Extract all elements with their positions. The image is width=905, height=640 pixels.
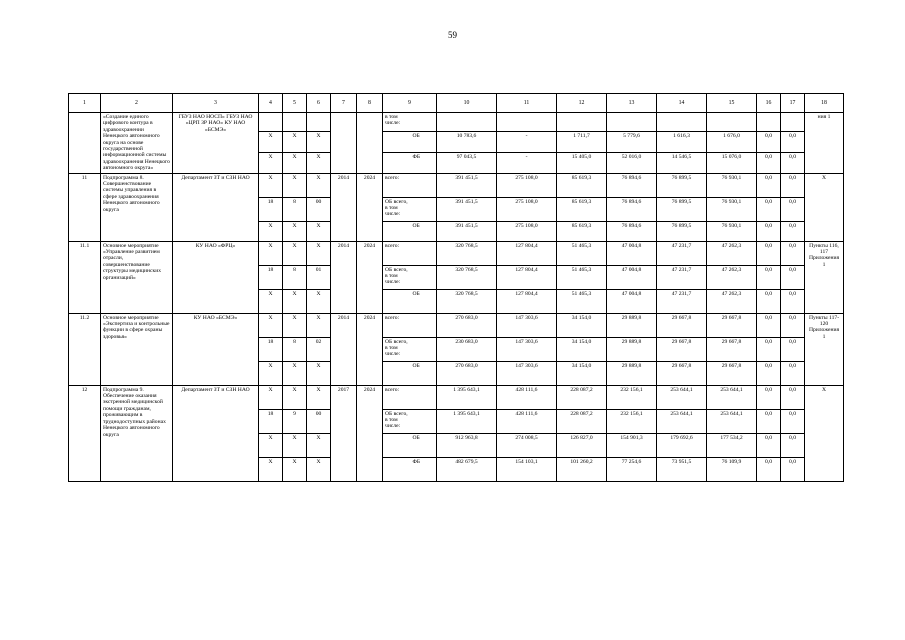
note: Х	[805, 173, 844, 241]
table-row	[69, 241, 844, 265]
amount-c17: 0,0	[781, 197, 805, 221]
amount-c13: 232 156,1	[607, 409, 657, 433]
code-om: Х	[307, 361, 331, 385]
amount-c11: 127 804,4	[497, 289, 557, 313]
amount-c15: 47 262,3	[707, 289, 757, 313]
amount-c10: 1 395 643,1	[437, 409, 497, 433]
year-start: 2017	[331, 385, 357, 481]
amount-c17: 0,0	[781, 173, 805, 197]
code-om: 00	[307, 409, 331, 433]
amount-c15: 76 930,1	[707, 197, 757, 221]
amount-c16: 0,0	[757, 173, 781, 197]
amount-c16: 0,0	[757, 385, 781, 409]
amount-c14	[657, 113, 707, 132]
amount-c15: 76 930,1	[707, 173, 757, 197]
amount-c16: 0,0	[757, 433, 781, 457]
code-om: Х	[307, 152, 331, 173]
funding-label: ОБ всего, в том числе:	[383, 265, 411, 289]
amount-c12: 34 154,0	[557, 337, 607, 361]
amount-c14: 14 546,5	[657, 152, 707, 173]
table-row	[69, 313, 844, 337]
funding-label: ОБ всего, в том числе:	[383, 409, 411, 433]
code-om: Х	[307, 221, 331, 241]
year-end: 2024	[357, 313, 383, 385]
code-gp: 18	[259, 265, 283, 289]
amount-c11: 147 303,6	[497, 313, 557, 337]
amount-c15: 177 534,2	[707, 433, 757, 457]
row-number	[69, 113, 101, 174]
code-gp: Х	[259, 433, 283, 457]
amount-c10: 320 768,5	[437, 265, 497, 289]
column-header-7: 7	[331, 94, 357, 113]
funding-label	[383, 433, 411, 457]
amount-c11: 154 103,1	[497, 457, 557, 481]
column-header-5: 5	[283, 94, 307, 113]
program-name: Подпрограмма 8. Совершенствование системы управления в сфере здравоохранения Ненецкого автономного округа	[101, 173, 173, 241]
code-sub: Х	[283, 313, 307, 337]
code-gp: Х	[259, 131, 283, 152]
amount-c14: 1 616,3	[657, 131, 707, 152]
amount-c10	[437, 113, 497, 132]
amount-c16: 0,0	[757, 265, 781, 289]
code-om: Х	[307, 313, 331, 337]
amount-c17: 0,0	[781, 337, 805, 361]
amount-c13: 232 156,1	[607, 385, 657, 409]
code-sub: Х	[283, 131, 307, 152]
funding-source: ФБ	[411, 457, 437, 481]
amount-c12: 228 087,2	[557, 385, 607, 409]
code-gp: 18	[259, 337, 283, 361]
note: Пункты 116, 117 Приложения 1	[805, 241, 844, 313]
amount-c12: 15 405,0	[557, 152, 607, 173]
amount-c16: 0,0	[757, 409, 781, 433]
executor: ГБУЗ НАО НОСП» ГБУЗ НАО «ЦРП ЗР НАО» КУ НАО «БСМЭ»	[173, 113, 259, 174]
amount-c10: 1 395 643,1	[437, 385, 497, 409]
amount-c14: 29 667,8	[657, 361, 707, 385]
amount-c15: 1 676,0	[707, 131, 757, 152]
amount-c15: 47 262,3	[707, 265, 757, 289]
amount-c16: 0,0	[757, 152, 781, 173]
amount-c13: 154 901,3	[607, 433, 657, 457]
amount-c14: 253 644,1	[657, 385, 707, 409]
amount-c11: -	[497, 152, 557, 173]
funding-label	[383, 152, 411, 173]
column-header-6: 6	[307, 94, 331, 113]
amount-c11: 147 303,6	[497, 337, 557, 361]
funding-source	[411, 409, 437, 433]
amount-c17: 0,0	[781, 433, 805, 457]
code-gp: Х	[259, 289, 283, 313]
year-end: 2024	[357, 173, 383, 241]
funding-source: ОБ	[411, 221, 437, 241]
amount-c14: 47 231,7	[657, 265, 707, 289]
amount-c16: 0,0	[757, 337, 781, 361]
funding-source	[411, 241, 437, 265]
funding-source	[411, 197, 437, 221]
amount-c17: 0,0	[781, 457, 805, 481]
amount-c12: 126 827,0	[557, 433, 607, 457]
column-header-16: 16	[757, 94, 781, 113]
table-row	[69, 385, 844, 409]
amount-c17: 0,0	[781, 361, 805, 385]
amount-c17: 0,0	[781, 241, 805, 265]
amount-c10: 270 683,0	[437, 361, 497, 385]
funding-label	[383, 131, 411, 152]
amount-c11: 428 111,6	[497, 385, 557, 409]
amount-c13: 29 889,8	[607, 361, 657, 385]
amount-c16: 0,0	[757, 221, 781, 241]
amount-c13: 76 894,6	[607, 173, 657, 197]
funding-source	[411, 337, 437, 361]
amount-c13: 76 894,6	[607, 197, 657, 221]
amount-c13: 76 894,6	[607, 221, 657, 241]
column-header-10: 10	[437, 94, 497, 113]
code-om: Х	[307, 457, 331, 481]
column-header-13: 13	[607, 94, 657, 113]
column-header-8: 8	[357, 94, 383, 113]
code-gp: Х	[259, 361, 283, 385]
code-om: Х	[307, 385, 331, 409]
code-sub: 8	[283, 337, 307, 361]
code-gp: Х	[259, 385, 283, 409]
funding-source	[411, 173, 437, 197]
amount-c12: 51 465,3	[557, 289, 607, 313]
program-name: Подпрограмма 9. Обеспечение оказания экстренной медицинской помощи гражданам, проживающим в труднодоступных районах Ненецкого автономного округа	[101, 385, 173, 481]
code-gp: 18	[259, 197, 283, 221]
amount-c13	[607, 113, 657, 132]
code-gp: Х	[259, 152, 283, 173]
code-om: Х	[307, 131, 331, 152]
amount-c15: 15 076,0	[707, 152, 757, 173]
executor: КУ НАО «БСМЭ»	[173, 313, 259, 385]
amount-c10: 482 679,5	[437, 457, 497, 481]
program-name: Основное мероприятие «Экспертиза и контрольные функции в сфере охраны здоровья»	[101, 313, 173, 385]
code-gp	[259, 113, 283, 132]
row-number: 11.1	[69, 241, 101, 313]
column-header-14: 14	[657, 94, 707, 113]
amount-c14: 76 899,5	[657, 221, 707, 241]
amount-c14: 179 692,6	[657, 433, 707, 457]
amount-c15: 29 667,8	[707, 361, 757, 385]
amount-c16: 0,0	[757, 197, 781, 221]
column-header-12: 12	[557, 94, 607, 113]
amount-c10: 320 768,5	[437, 289, 497, 313]
amount-c10: 912 963,8	[437, 433, 497, 457]
column-header-3: 3	[173, 94, 259, 113]
amount-c12: 85 619,3	[557, 197, 607, 221]
amount-c12: 85 619,3	[557, 221, 607, 241]
year-start: 2014	[331, 241, 357, 313]
amount-c12: 34 154,0	[557, 313, 607, 337]
program-name: «Создание единого цифрового контура в здравоохранении Ненецкого автономного округа на основе государственной информационной системы здравоохранения Ненецкого автономного округа»	[101, 113, 173, 174]
amount-c11: 428 111,6	[497, 409, 557, 433]
amount-c10: 320 768,5	[437, 241, 497, 265]
code-om: Х	[307, 433, 331, 457]
amount-c14: 47 231,7	[657, 289, 707, 313]
funding-label: ОБ всего, в том числе:	[383, 337, 411, 361]
column-header-15: 15	[707, 94, 757, 113]
funding-label	[383, 289, 411, 313]
code-sub: 9	[283, 409, 307, 433]
amount-c13: 5 779,6	[607, 131, 657, 152]
amount-c17: 0,0	[781, 409, 805, 433]
amount-c12: 85 619,3	[557, 173, 607, 197]
code-sub: Х	[283, 361, 307, 385]
amount-c16: 0,0	[757, 289, 781, 313]
header-row	[69, 94, 844, 113]
column-header-1: 1	[69, 94, 101, 113]
amount-c16: 0,0	[757, 313, 781, 337]
amount-c10: 230 683,0	[437, 337, 497, 361]
code-sub: Х	[283, 433, 307, 457]
table-row	[69, 173, 844, 197]
amount-c11: -	[497, 131, 557, 152]
funding-source	[411, 113, 437, 132]
year-end: 2024	[357, 385, 383, 481]
amount-c11: 275 108,0	[497, 221, 557, 241]
amount-c17: 0,0	[781, 265, 805, 289]
code-sub: 8	[283, 265, 307, 289]
amount-c10: 270 683,0	[437, 313, 497, 337]
funding-label: в том числе:	[383, 113, 411, 132]
amount-c14: 29 667,8	[657, 337, 707, 361]
executor: КУ НАО «ФРЦ»	[173, 241, 259, 313]
executor: Департамент ЗТ и СЗН НАО	[173, 385, 259, 481]
code-om: Х	[307, 173, 331, 197]
code-sub: Х	[283, 385, 307, 409]
amount-c14: 76 899,5	[657, 173, 707, 197]
amount-c12	[557, 113, 607, 132]
amount-c11: 274 008,5	[497, 433, 557, 457]
amount-c17	[781, 113, 805, 132]
code-sub: Х	[283, 152, 307, 173]
amount-c14: 47 231,7	[657, 241, 707, 265]
code-sub: Х	[283, 173, 307, 197]
row-number: 11.2	[69, 313, 101, 385]
amount-c17: 0,0	[781, 152, 805, 173]
amount-c13: 77 254,6	[607, 457, 657, 481]
amount-c13: 29 889,8	[607, 313, 657, 337]
row-number: 11	[69, 173, 101, 241]
row-number: 12	[69, 385, 101, 481]
amount-c11: 127 804,4	[497, 241, 557, 265]
funding-source: ОБ	[411, 289, 437, 313]
amount-c14: 253 644,1	[657, 409, 707, 433]
code-gp: Х	[259, 457, 283, 481]
amount-c17: 0,0	[781, 289, 805, 313]
amount-c14: 76 899,5	[657, 197, 707, 221]
funding-source	[411, 313, 437, 337]
amount-c15: 76 109,9	[707, 457, 757, 481]
column-header-4: 4	[259, 94, 283, 113]
amount-c15: 47 262,3	[707, 241, 757, 265]
amount-c12: 34 154,0	[557, 361, 607, 385]
table-row	[69, 113, 844, 132]
year-start: 2014	[331, 313, 357, 385]
column-header-11: 11	[497, 94, 557, 113]
amount-c16	[757, 113, 781, 132]
year-start: 2014	[331, 173, 357, 241]
amount-c12: 228 087,2	[557, 409, 607, 433]
amount-c15: 29 667,8	[707, 337, 757, 361]
amount-c17: 0,0	[781, 313, 805, 337]
note: ния 1	[805, 113, 844, 174]
code-gp: Х	[259, 221, 283, 241]
amount-c17: 0,0	[781, 221, 805, 241]
funding-label: всего:	[383, 241, 411, 265]
funding-source: ОБ	[411, 361, 437, 385]
code-gp: 18	[259, 409, 283, 433]
executor: Департамент ЗТ и СЗН НАО	[173, 173, 259, 241]
amount-c14: 29 667,8	[657, 313, 707, 337]
funding-source	[411, 385, 437, 409]
funding-label: всего:	[383, 385, 411, 409]
amount-c11: 127 804,4	[497, 265, 557, 289]
code-om: 01	[307, 265, 331, 289]
amount-c10: 391 451,5	[437, 221, 497, 241]
amount-c13: 47 004,8	[607, 241, 657, 265]
column-header-17: 17	[781, 94, 805, 113]
code-sub	[283, 113, 307, 132]
amount-c16: 0,0	[757, 457, 781, 481]
amount-c17: 0,0	[781, 131, 805, 152]
code-om: Х	[307, 241, 331, 265]
funding-label: всего:	[383, 173, 411, 197]
amount-c16: 0,0	[757, 131, 781, 152]
amount-c11: 147 303,6	[497, 361, 557, 385]
funding-label: всего:	[383, 313, 411, 337]
amount-c12: 1 711,7	[557, 131, 607, 152]
code-gp: Х	[259, 313, 283, 337]
amount-c16: 0,0	[757, 361, 781, 385]
funding-label: ОБ всего, в том числе:	[383, 197, 411, 221]
funding-source: ФБ	[411, 152, 437, 173]
note: Пункты 117-120 Приложения 1	[805, 313, 844, 385]
code-sub: Х	[283, 289, 307, 313]
funding-source	[411, 265, 437, 289]
funding-label	[383, 457, 411, 481]
page-number: 59	[448, 30, 457, 40]
amount-c10: 97 043,5	[437, 152, 497, 173]
amount-c13: 47 004,8	[607, 289, 657, 313]
column-header-2: 2	[101, 94, 173, 113]
amount-c10: 10 783,6	[437, 131, 497, 152]
note: Х	[805, 385, 844, 481]
amount-c17: 0,0	[781, 385, 805, 409]
code-gp: Х	[259, 173, 283, 197]
amount-c15: 29 667,8	[707, 313, 757, 337]
amount-c10: 391 451,5	[437, 197, 497, 221]
funding-label	[383, 361, 411, 385]
amount-c12: 51 465,3	[557, 265, 607, 289]
year-end: 2024	[357, 241, 383, 313]
amount-c11: 275 108,0	[497, 197, 557, 221]
funding-source: ОБ	[411, 433, 437, 457]
amount-c15	[707, 113, 757, 132]
code-om: 02	[307, 337, 331, 361]
code-sub: Х	[283, 457, 307, 481]
program-name: Основное мероприятие «Управление развитием отрасли, совершенствование структуры медицинских организаций»	[101, 241, 173, 313]
amount-c10: 391 451,5	[437, 173, 497, 197]
budget-table	[68, 93, 844, 482]
code-sub: Х	[283, 241, 307, 265]
amount-c15: 253 644,1	[707, 385, 757, 409]
amount-c15: 76 930,1	[707, 221, 757, 241]
amount-c16: 0,0	[757, 241, 781, 265]
amount-c12: 101 260,2	[557, 457, 607, 481]
amount-c15: 253 644,1	[707, 409, 757, 433]
year-end	[357, 113, 383, 174]
amount-c12: 51 465,3	[557, 241, 607, 265]
amount-c14: 73 951,5	[657, 457, 707, 481]
amount-c13: 47 004,8	[607, 265, 657, 289]
amount-c11	[497, 113, 557, 132]
code-om: 00	[307, 197, 331, 221]
funding-source: ОБ	[411, 131, 437, 152]
funding-label	[383, 221, 411, 241]
amount-c13: 29 889,8	[607, 337, 657, 361]
code-om: Х	[307, 289, 331, 313]
code-sub: 8	[283, 197, 307, 221]
amount-c13: 52 016,0	[607, 152, 657, 173]
code-sub: Х	[283, 221, 307, 241]
column-header-9: 9	[383, 94, 437, 113]
year-start	[331, 113, 357, 174]
code-om	[307, 113, 331, 132]
amount-c11: 275 108,0	[497, 173, 557, 197]
code-gp: Х	[259, 241, 283, 265]
column-header-18: 18	[805, 94, 844, 113]
